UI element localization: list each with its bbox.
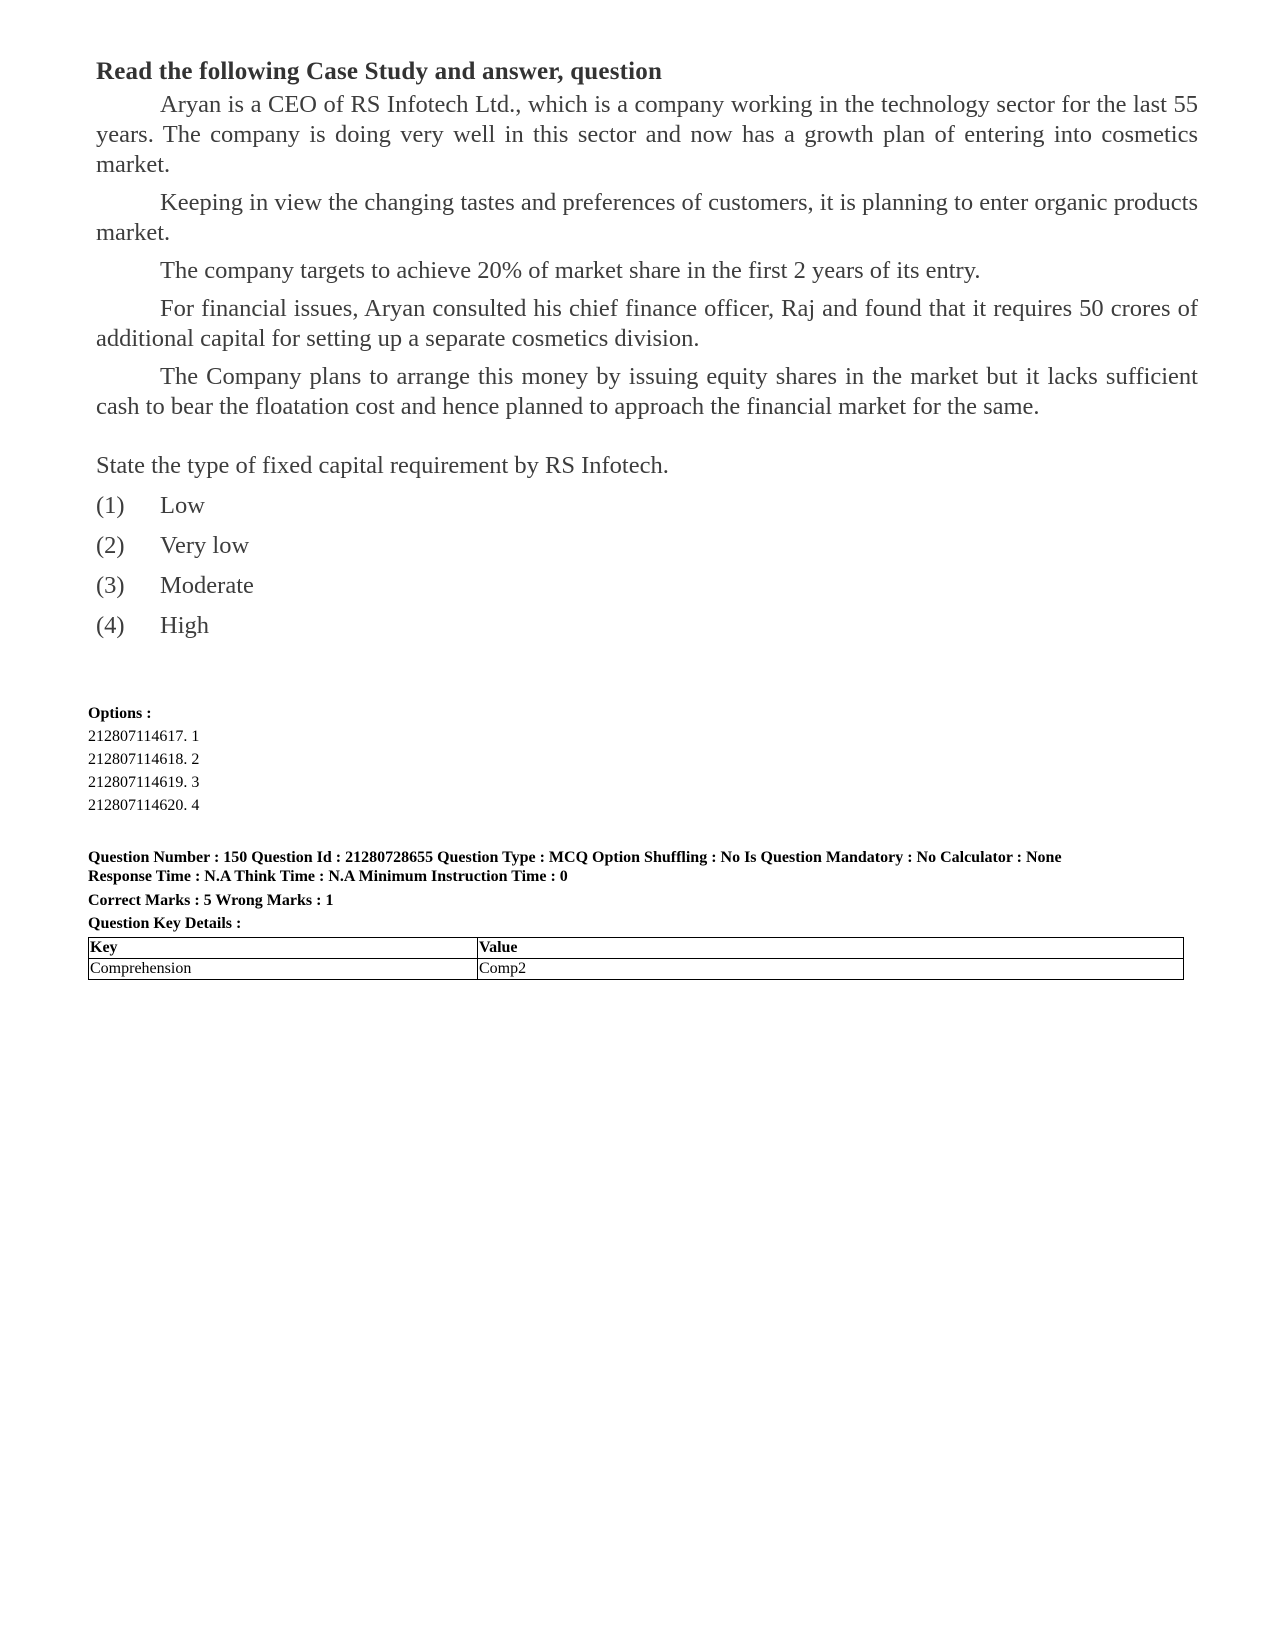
question-text: State the type of fixed capital requirement by RS Infotech. [96, 452, 669, 479]
table-header-cell: Key [89, 938, 478, 959]
choice-item [96, 486, 1198, 526]
marks-line: Correct Marks : 5 Wrong Marks : 1 [88, 892, 334, 909]
choice-text: High [160, 612, 209, 639]
option-id-row: 212807114617. 1 [88, 728, 200, 745]
choice-item [96, 606, 1198, 646]
case-study-heading: Read the following Case Study and answer, question [96, 58, 663, 85]
choice-number: (4) [96, 612, 125, 639]
option-id-row: 212807114619. 3 [88, 774, 200, 791]
options-label: Options : [88, 705, 152, 722]
option-id-row: 212807114618. 2 [88, 751, 200, 768]
case-paragraph: The Company plans to arrange this money by issuing equity shares in the market but it lacks sufficient cash to bear the floatation cost and hence planned to approach the financial market for the same. [96, 363, 1198, 420]
table-header-cell: Value [478, 938, 1184, 959]
choice-item [96, 526, 1198, 566]
option-id-row: 212807114620. 4 [88, 797, 200, 814]
question-meta [88, 702, 1198, 980]
question-info [88, 848, 1198, 886]
table-cell: Comp2 [478, 959, 1184, 980]
case-paragraph: For financial issues, Aryan consulted his chief finance officer, Raj and found that it requires 50 crores of additional capital for setting up a separate cosmetics division. [96, 295, 1198, 352]
choice-item [96, 566, 1198, 606]
case-paragraph: Aryan is a CEO of RS Infotech Ltd., which is a company working in the technology sector for the last 55 years. The company is doing very well in this sector and now has a growth plan of entering into cosmetics market. [96, 91, 1198, 178]
table-cell: Comprehension [89, 959, 478, 980]
choice-number: (3) [96, 572, 125, 599]
question-info-line: Response Time : N.A Think Time : N.A Minimum Instruction Time : 0 [88, 868, 568, 885]
choice-text: Low [160, 492, 205, 519]
choice-text: Moderate [160, 572, 254, 599]
choice-list [88, 486, 1198, 646]
case-paragraph: Keeping in view the changing tastes and preferences of customers, it is planning to enter organic products market. [96, 189, 1198, 246]
key-details-label: Question Key Details : [88, 915, 242, 932]
table-row [89, 959, 1184, 980]
table-header-row [89, 938, 1184, 959]
question-info-line: Question Number : 150 Question Id : 21280728655 Question Type : MCQ Option Shuffling : No Is Question Mandatory : No Calculator : None [88, 849, 1062, 866]
choice-number: (2) [96, 532, 125, 559]
choice-number: (1) [96, 492, 125, 519]
choice-text: Very low [160, 532, 250, 559]
case-paragraph: The company targets to achieve 20% of market share in the first 2 years of its entry. [160, 257, 981, 284]
key-table [88, 937, 1184, 980]
case-study-scan [88, 58, 1198, 646]
